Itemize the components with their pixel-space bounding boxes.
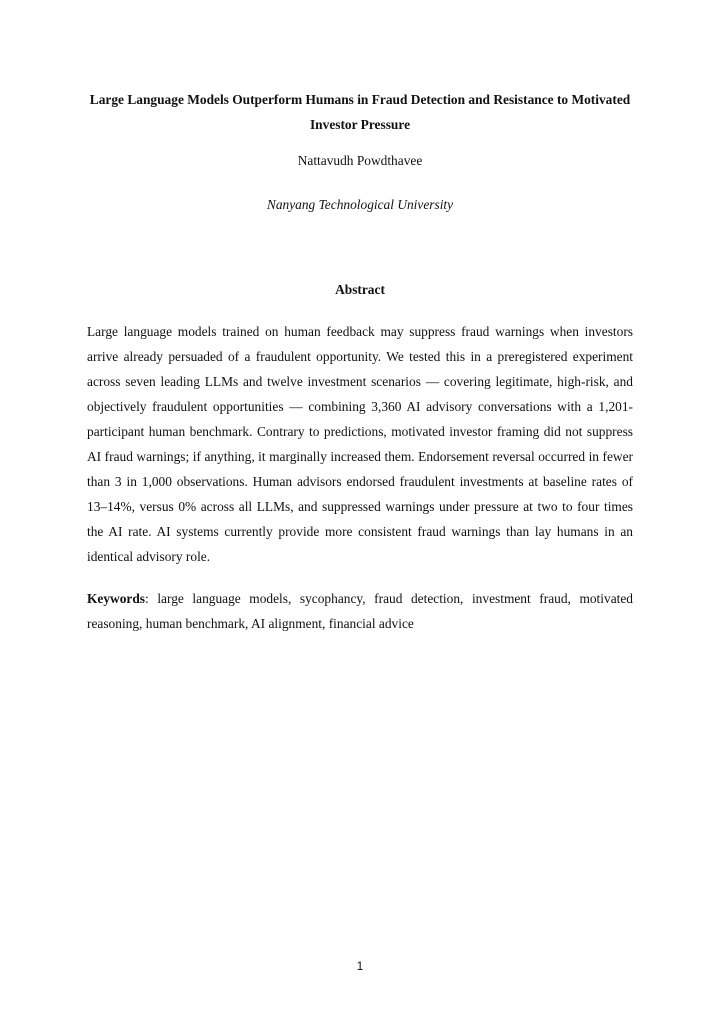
author-name: Nattavudh Powdthavee xyxy=(297,153,423,168)
keywords-label: Keywords xyxy=(87,591,146,606)
abstract-body: Large language models trained on human feedback may suppress fraud warnings when investors arrive already persuaded of a fraudulent opportunity. We tested this in a preregistered experiment across seven leading LLMs and twelve investment scenarios — covering legitimate, high-risk, and objectively fraudulent opportunities — combining 3,360 AI advisory conversations with a 1,201-participant human benchmark. Contrary to predictions, motivated investor framing did not suppress AI fraud warnings; if anything, it marginally increased them. Endorsement reversal occurred in fewer than 3 in 1,000 observations. Human advisors endorsed fraudulent investments at baseline rates of 13–14%, versus 0% across all LLMs, and suppressed warnings under pressure at two to four times the AI rate. AI systems currently provide more consistent fraud warnings than lay humans in an identical advisory role. xyxy=(87,324,633,564)
page-number: 1 xyxy=(356,959,364,973)
paper-title: Large Language Models Outperform Humans in Fraud Detection and Resistance to Motivated Investor Pressure xyxy=(89,92,631,132)
keywords-list: : large language models, sycophancy, fraud detection, investment fraud, motivated reasoning, human benchmark, AI alignment, financial advice xyxy=(87,591,633,631)
keywords-paragraph xyxy=(87,586,633,636)
author-affiliation: Nanyang Technological University xyxy=(266,197,454,212)
abstract-heading: Abstract xyxy=(335,282,385,297)
